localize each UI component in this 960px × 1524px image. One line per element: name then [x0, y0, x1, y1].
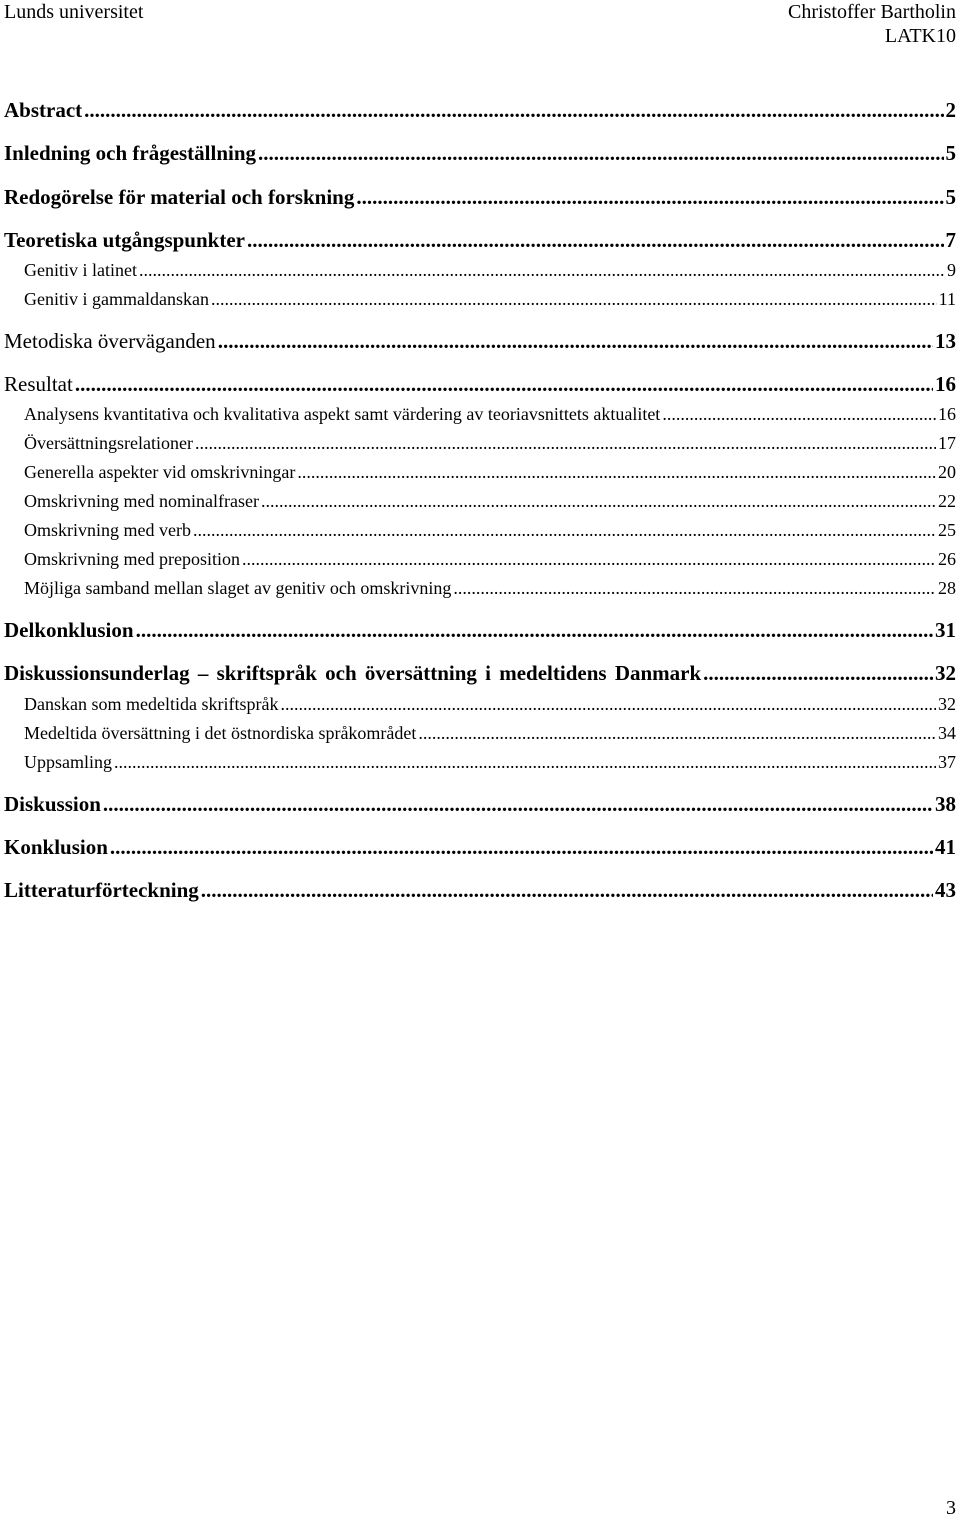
toc-entry-page: 5: [945, 141, 956, 165]
toc-leader-dots: [201, 877, 933, 903]
toc-leader-dots: [247, 227, 944, 253]
toc-leader-dots: [258, 140, 943, 166]
toc-entry-title: Diskussionsunderlag – skriftspråk och översättning i medeltidens Danmark: [4, 661, 702, 685]
toc-entry-delkonklusion[interactable]: [0, 617, 956, 643]
toc-entry-page: 7: [945, 228, 956, 252]
toc-entry-title: Medeltida översättning i det östnordiska språkområdet: [24, 723, 417, 743]
toc-leader-dots: [418, 721, 936, 745]
toc-entry-analysens[interactable]: [0, 402, 956, 426]
toc-leader-dots: [356, 184, 943, 210]
toc-entry-title: Redogörelse för material och forskning: [4, 185, 355, 209]
toc-entry-page: 20: [938, 462, 956, 482]
toc-leader-dots: [75, 371, 933, 397]
toc-entry-konklusion[interactable]: [0, 834, 956, 860]
header-institution: Lunds universitet: [4, 1, 144, 23]
header-author: Christoffer Bartholin: [788, 1, 956, 23]
toc-entry-title: Delkonklusion: [4, 618, 134, 642]
toc-leader-dots: [662, 402, 936, 426]
toc-entry-title: Generella aspekter vid omskrivningar: [24, 462, 296, 482]
toc-entry-page: 34: [938, 723, 956, 743]
page-number: 3: [946, 1497, 956, 1519]
toc-leader-dots: [114, 750, 936, 774]
toc-entry-title: Genitiv i latinet: [24, 260, 137, 280]
toc-entry-page: 28: [938, 578, 956, 598]
toc-leader-dots: [297, 460, 936, 484]
toc-entry-title: Uppsamling: [24, 752, 112, 772]
toc-entry-page: 43: [935, 878, 956, 902]
toc-entry-page: 37: [938, 752, 956, 772]
toc-entry-page: 13: [935, 329, 956, 353]
toc-entry-title: Metodiska överväganden: [4, 329, 216, 353]
toc-entry-page: 38: [935, 792, 956, 816]
toc-entry-teoretiska[interactable]: [0, 227, 956, 253]
toc-leader-dots: [139, 258, 945, 282]
toc-entry-title: Abstract: [4, 98, 83, 122]
toc-leader-dots: [110, 834, 933, 860]
toc-entry-genitiv-latinet[interactable]: [0, 258, 956, 282]
toc-entry-metodiska[interactable]: [0, 328, 956, 354]
toc-entry-title: Diskussion: [4, 792, 101, 816]
toc-entry-page: 16: [935, 372, 956, 396]
toc-entry-page: 25: [938, 520, 956, 540]
toc-entry-title: Översättningsrelationer: [24, 433, 193, 453]
toc-entry-page: 9: [947, 260, 956, 280]
toc-entry-title: Litteraturförteckning: [4, 878, 199, 902]
toc-entry-oversattningsrelationer[interactable]: [0, 431, 956, 455]
toc-entry-uppsamling[interactable]: [0, 750, 956, 774]
toc-entry-title: Analysens kvantitativa och kvalitativa aspekt samt värdering av teoriavsnittets aktualitet: [24, 404, 661, 424]
toc-entry-generella-aspekter[interactable]: [0, 460, 956, 484]
toc-entry-omskrivning-preposition[interactable]: [0, 547, 956, 571]
toc-entry-page: 32: [935, 661, 956, 685]
toc-entry-genitiv-gammaldanskan[interactable]: [0, 287, 956, 311]
toc-entry-title: Omskrivning med preposition: [24, 549, 240, 569]
header-author-block: [788, 0, 956, 48]
toc-entry-resultat[interactable]: [0, 371, 956, 397]
toc-entry-title: Konklusion: [4, 835, 108, 859]
toc-entry-title: Danskan som medeltida skriftspråk: [24, 694, 279, 714]
toc-entry-mojliga-samband[interactable]: [0, 576, 956, 600]
toc-entry-page: 26: [938, 549, 956, 569]
toc-entry-omskrivning-nominalfraser[interactable]: [0, 489, 956, 513]
toc-leader-dots: [103, 791, 933, 817]
toc-leader-dots: [261, 489, 936, 513]
toc-entry-title: Omskrivning med nominalfraser: [24, 491, 259, 511]
toc-leader-dots: [195, 431, 936, 455]
toc-entry-medeltida-oversattning[interactable]: [0, 721, 956, 745]
toc-entry-diskussion[interactable]: [0, 791, 956, 817]
toc-entry-redogorelse[interactable]: [0, 184, 956, 210]
toc-leader-dots: [218, 328, 933, 354]
toc-entry-page: 17: [938, 433, 956, 453]
toc-leader-dots: [453, 576, 936, 600]
toc-entry-page: 41: [935, 835, 956, 859]
toc-entry-title: Möjliga samband mellan slaget av genitiv och omskrivning: [24, 578, 452, 598]
toc-entry-page: 22: [938, 491, 956, 511]
toc-entry-litteraturforteckning[interactable]: [0, 877, 956, 903]
toc-leader-dots: [193, 518, 936, 542]
toc-entry-danskan[interactable]: [0, 692, 956, 716]
toc-entry-page: 32: [938, 694, 956, 714]
toc-entry-diskussionsunderlag[interactable]: [0, 660, 956, 686]
toc-entry-inledning[interactable]: [0, 140, 956, 166]
toc-leader-dots: [280, 692, 936, 716]
toc-entry-title: Genitiv i gammaldanskan: [24, 289, 209, 309]
toc-entry-page: 5: [945, 185, 956, 209]
header-course-code: LATK10: [884, 25, 956, 47]
toc-entry-omskrivning-verb[interactable]: [0, 518, 956, 542]
toc-leader-dots: [84, 97, 943, 123]
toc-entry-page: 11: [938, 289, 956, 309]
toc-entry-abstract[interactable]: [0, 97, 956, 123]
toc-leader-dots: [703, 660, 933, 686]
toc-entry-title: Teoretiska utgångspunkter: [4, 228, 245, 252]
toc-entry-title: Resultat: [4, 372, 73, 396]
toc-entry-title: Inledning och frågeställning: [4, 141, 257, 165]
toc-leader-dots: [211, 287, 937, 311]
toc-entry-title: Omskrivning med verb: [24, 520, 191, 540]
toc-leader-dots: [242, 547, 936, 571]
toc-entry-page: 2: [945, 98, 956, 122]
toc-entry-page: 31: [935, 618, 956, 642]
toc-entry-page: 16: [938, 404, 956, 424]
toc-leader-dots: [136, 617, 933, 643]
